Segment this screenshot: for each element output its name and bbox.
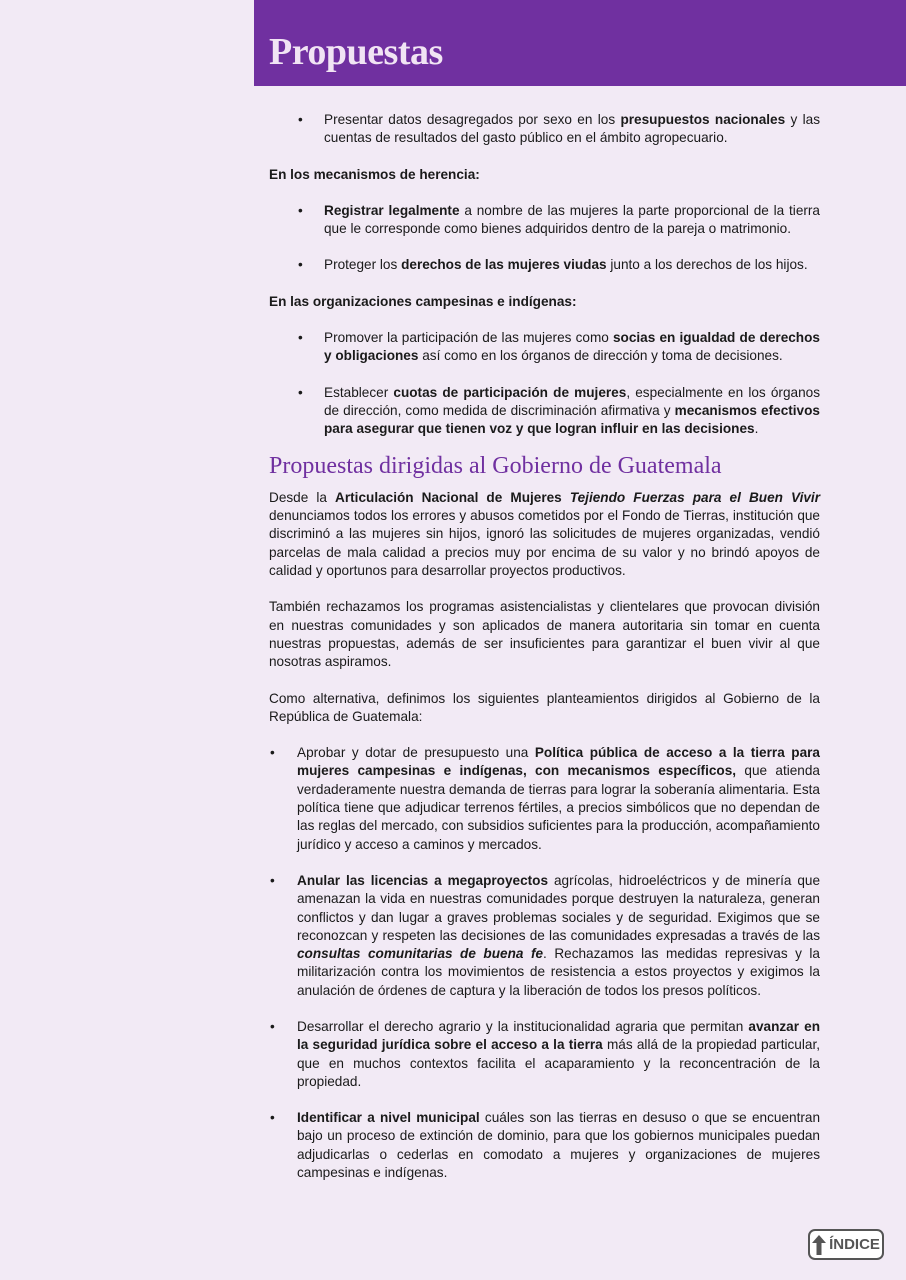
document-body bbox=[269, 111, 820, 1200]
text-run: . bbox=[754, 421, 759, 437]
text-run: más allá de la propiedad particular, que en muchos contextos facilita el acaparamiento y la reconcentración de la propiedad. bbox=[297, 1037, 820, 1089]
bold-text: Registrar legalmente bbox=[324, 202, 460, 218]
page-header bbox=[254, 0, 906, 86]
bullet-icon: • bbox=[298, 112, 303, 127]
bold-text: Tejiendo Fuerzas para el Buen Vivir bbox=[569, 489, 820, 505]
text-run: Proteger los bbox=[324, 257, 402, 273]
list-item bbox=[269, 1109, 820, 1182]
text-run: Promover la participación de las mujeres como bbox=[324, 330, 613, 346]
bullet-icon: • bbox=[270, 872, 275, 888]
emphasis bbox=[297, 946, 543, 961]
bullet-icon: • bbox=[270, 1018, 275, 1034]
index-label: ÍNDICE bbox=[829, 1236, 880, 1253]
list-item bbox=[269, 111, 820, 148]
bullet-icon: • bbox=[298, 202, 303, 218]
bullet-list bbox=[269, 202, 820, 275]
text-run: , especialmente en los órganos de dirección, como medida de discriminación afirmativa y bbox=[324, 384, 820, 418]
bold-text: Política pública de acceso a la tierra para mujeres campesinas e indígenas, con mecanismos específicos, bbox=[297, 745, 820, 779]
text-run: así como en los órganos de dirección y toma de decisiones. bbox=[418, 348, 783, 364]
bold-text: derechos de las mujeres viudas bbox=[401, 257, 607, 273]
list-item bbox=[269, 256, 820, 274]
bullet-icon: • bbox=[298, 384, 303, 400]
list-item bbox=[269, 744, 820, 854]
text-run: Establecer bbox=[324, 384, 394, 400]
bold-text: socias en igualdad de derechos y obligaciones bbox=[324, 330, 820, 364]
text-run: También rechazamos los programas asistencialistas y clientelares que provocan división en nuestras comunidades y son aplicados de manera autoritaria sin tomar en cuenta nuestras propuestas, además de ser insuficientes para garantizar el buen vivir al que nosotras aspiramos. bbox=[269, 599, 820, 670]
page-title: Propuestas bbox=[269, 31, 443, 73]
text-run: denunciamos todos los errores y abusos cometidos por el Fondo de Tierras, institución que discriminó a las mujeres sin hijos, ignoró las solicitudes de mujeres organizadas, vendió parcelas de mala calidad a precios muy por encima de su valor y no brindó apoyos de calidad y oportunos para desarrollar proyectos productivos. bbox=[269, 508, 820, 579]
list-item bbox=[269, 329, 820, 366]
list-item bbox=[269, 872, 820, 1000]
bullet-icon: • bbox=[298, 330, 303, 346]
paragraph bbox=[269, 489, 820, 580]
section-heading: Propuestas dirigidas al Gobierno de Guatemala bbox=[269, 452, 722, 479]
text-run: agrícolas, hidroeléctricos y de minería que amenazan la vida en nuestras comunidades porque destruyen la naturaleza, generan conflictos y dan lugar a graves problemas sociales y de seguridad. Exigimos que se reconozcan y respeten las decisiones de las comunidades expresadas a través de las bbox=[297, 872, 821, 943]
bold-text: mecanismos efectivos para asegurar que tienen voz y que logran influir en las decisiones bbox=[324, 402, 820, 437]
list-item bbox=[269, 1018, 820, 1091]
bullet-list bbox=[269, 329, 820, 438]
bold-text: presupuestos nacionales bbox=[620, 112, 786, 127]
bold-text: Articulación Nacional de Mujeres bbox=[335, 489, 570, 505]
index-button[interactable] bbox=[808, 1229, 884, 1260]
section-lead: En los mecanismos de herencia: bbox=[269, 166, 480, 182]
section-lead: En las organizaciones campesinas e indígenas: bbox=[269, 293, 577, 309]
bold-text: Identificar a nivel municipal bbox=[297, 1110, 480, 1126]
bullet-icon: • bbox=[270, 1110, 275, 1126]
list-item bbox=[269, 384, 820, 439]
bullet-list bbox=[269, 111, 820, 148]
bullet-list bbox=[269, 744, 820, 1182]
text-run: Desde la bbox=[269, 489, 336, 505]
bullet-icon: • bbox=[298, 257, 303, 273]
text-run: . Rechazamos las medidas represivas y la militarización contra los movimientos de resistencia a estos proyectos y exigimos la anulación de órdenes de captura y la liberación de todos los presos políticos. bbox=[297, 946, 820, 998]
text-run: cuáles son las tierras en desuso o que se encuentran bajo un proceso de extinción de dominio, para que los gobiernos municipales puedan adjudicarlas o cederlas en comodato a mujeres y organizaciones de mujeres campesinas e indígenas. bbox=[297, 1110, 820, 1181]
bold-text: avanzar en la seguridad jurídica sobre el acceso a la tierra bbox=[297, 1018, 820, 1053]
list-item bbox=[269, 202, 820, 239]
text-run: Como alternativa, definimos los siguientes planteamientos dirigidos al Gobierno de la República de Guatemala: bbox=[269, 690, 820, 724]
text-run: Aprobar y dotar de presupuesto una bbox=[297, 745, 535, 761]
text-run: Presentar datos desagregados por sexo en los bbox=[324, 112, 621, 127]
emphasis bbox=[570, 490, 820, 505]
arrow-up-icon bbox=[812, 1235, 826, 1255]
text-run: a nombre de las mujeres la parte proporcional de la tierra que le corresponde como bienes adquiridos dentro de la pareja o matrimonio. bbox=[324, 202, 820, 237]
bold-text: Anular las licencias a megaproyectos bbox=[297, 872, 549, 888]
paragraph bbox=[269, 598, 820, 671]
text-run: y las cuentas de resultados del gasto público en el ámbito agropecuario. bbox=[324, 112, 820, 146]
text-run: Desarrollar el derecho agrario y la institucionalidad agraria que permitan bbox=[297, 1018, 749, 1034]
bold-text: consultas comunitarias de buena fe bbox=[297, 946, 544, 962]
bold-text: cuotas de participación de mujeres bbox=[393, 384, 627, 400]
paragraph bbox=[269, 690, 820, 727]
text-run: junto a los derechos de los hijos. bbox=[606, 257, 808, 273]
text-run: que atienda verdaderamente nuestra demanda de tierras para lograr la soberanía alimentaria. Esta política tiene que adjudicar terrenos fértiles, a precios simbólicos que no dependan de las reglas del mercado, con subsidios suficientes para la producción, acompañamiento jurídico y acceso a caminos y mercados. bbox=[297, 763, 820, 852]
bullet-icon: • bbox=[270, 745, 275, 761]
